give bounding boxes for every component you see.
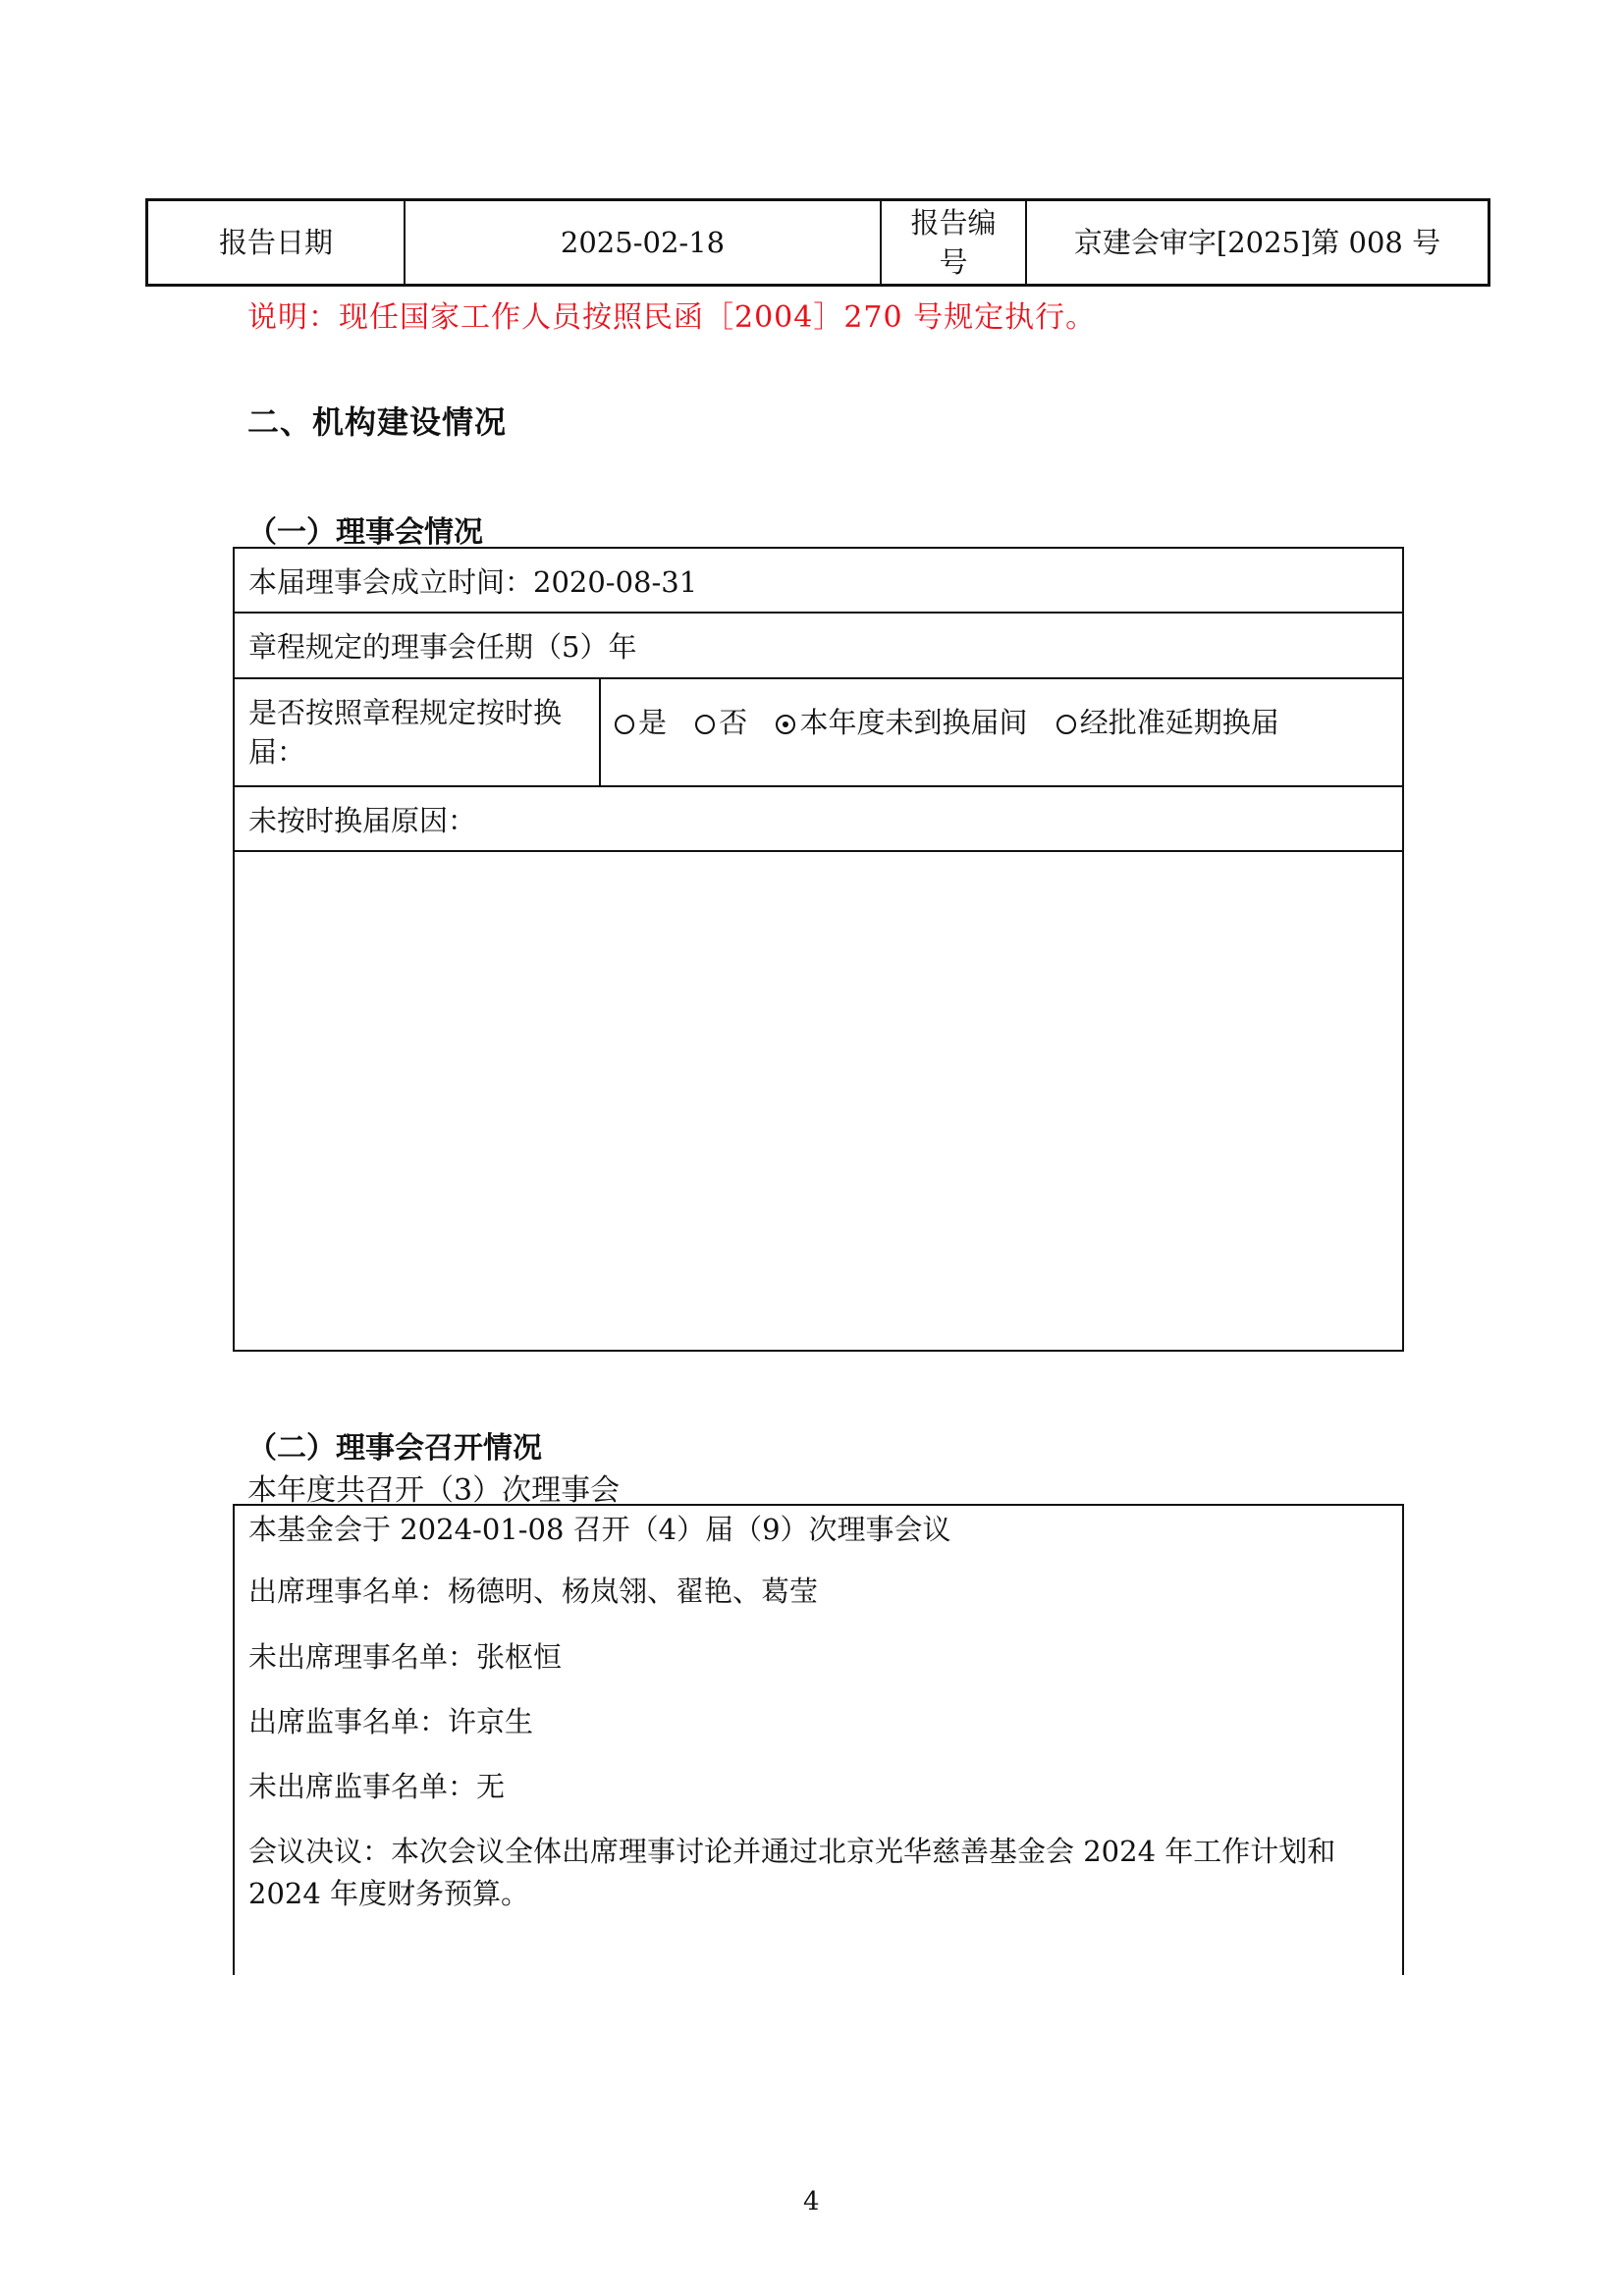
- radio-option-extended[interactable]: [1056, 701, 1279, 741]
- meeting-header: 本基金会于 2024-01-08 召开（4）届（9）次理事会议: [248, 1513, 951, 1546]
- board-established: 本届理事会成立时间：2020-08-31: [234, 548, 1403, 613]
- board-row-term: [234, 613, 1403, 678]
- subsection-meetings-title: （二）理事会召开情况: [247, 1431, 542, 1466]
- meeting-resolution-line2: 2024 年度财务预算。: [248, 1877, 530, 1910]
- radio-option-no[interactable]: [695, 701, 747, 741]
- radio-circle-icon: [615, 715, 634, 734]
- board-ontime-label: [234, 678, 600, 786]
- radio-option-not-due[interactable]: [776, 701, 1027, 741]
- board-row-established: [234, 548, 1403, 613]
- board-ontime-label-line2: 届：: [248, 735, 306, 769]
- radio-option-label: 是: [638, 706, 668, 739]
- page-number: 4: [803, 2187, 820, 2216]
- radio-circle-icon: [1056, 715, 1076, 734]
- section-title: 二、机构建设情况: [247, 403, 508, 441]
- report-number-label-line2: 号: [939, 245, 968, 279]
- board-term: 章程规定的理事会任期（5）年: [234, 613, 1403, 678]
- radio-circle-icon: [695, 715, 715, 734]
- radio-option-label: 经批准延期换届: [1079, 706, 1279, 739]
- report-date-label: 报告日期: [147, 200, 406, 286]
- board-table: [233, 547, 1404, 1352]
- meeting-absent-supervisors: 未出席监事名单：无: [248, 1770, 506, 1803]
- meeting-attend-directors: 出席理事名单：杨德明、杨岚翎、翟艳、葛莹: [248, 1575, 819, 1608]
- meeting-detail-box: [233, 1504, 1404, 1975]
- board-reason-label: 未按时换届原因：: [234, 786, 1403, 851]
- radio-selected-icon: [776, 715, 795, 734]
- meetings-count: 本年度共召开（3）次理事会: [247, 1473, 621, 1508]
- board-ontime-options: [600, 678, 1403, 786]
- report-date-value: 2025-02-18: [405, 200, 881, 286]
- report-number-label: [881, 200, 1026, 286]
- board-ontime-label-line1: 是否按照章程规定按时换: [248, 696, 563, 729]
- radio-option-yes[interactable]: [615, 701, 667, 741]
- meeting-attend-supervisors: 出席监事名单：许京生: [248, 1705, 534, 1738]
- radio-option-label: 本年度未到换届间: [799, 706, 1028, 739]
- board-row-reason-body: [234, 851, 1403, 1351]
- report-info-row: [147, 200, 1489, 286]
- board-row-ontime: [234, 678, 1403, 786]
- radio-option-label: 否: [719, 706, 748, 739]
- report-number-label-line1: 报告编: [910, 206, 997, 240]
- report-number-value: 京建会审字[2025]第 008 号: [1026, 200, 1489, 286]
- subsection-board-title: （一）理事会情况: [247, 515, 483, 550]
- meeting-absent-directors: 未出席理事名单：张枢恒: [248, 1640, 563, 1674]
- meeting-resolution-line1: 会议决议：本次会议全体出席理事讨论并通过北京光华慈善基金会 2024 年工作计划和: [248, 1835, 1336, 1868]
- board-row-reason-label: [234, 786, 1403, 851]
- board-reason-body[interactable]: [234, 851, 1403, 1351]
- report-info-table: [145, 198, 1490, 287]
- note-text: 说明：现任国家工作人员按照民函［2004］270 号规定执行。: [247, 300, 1097, 335]
